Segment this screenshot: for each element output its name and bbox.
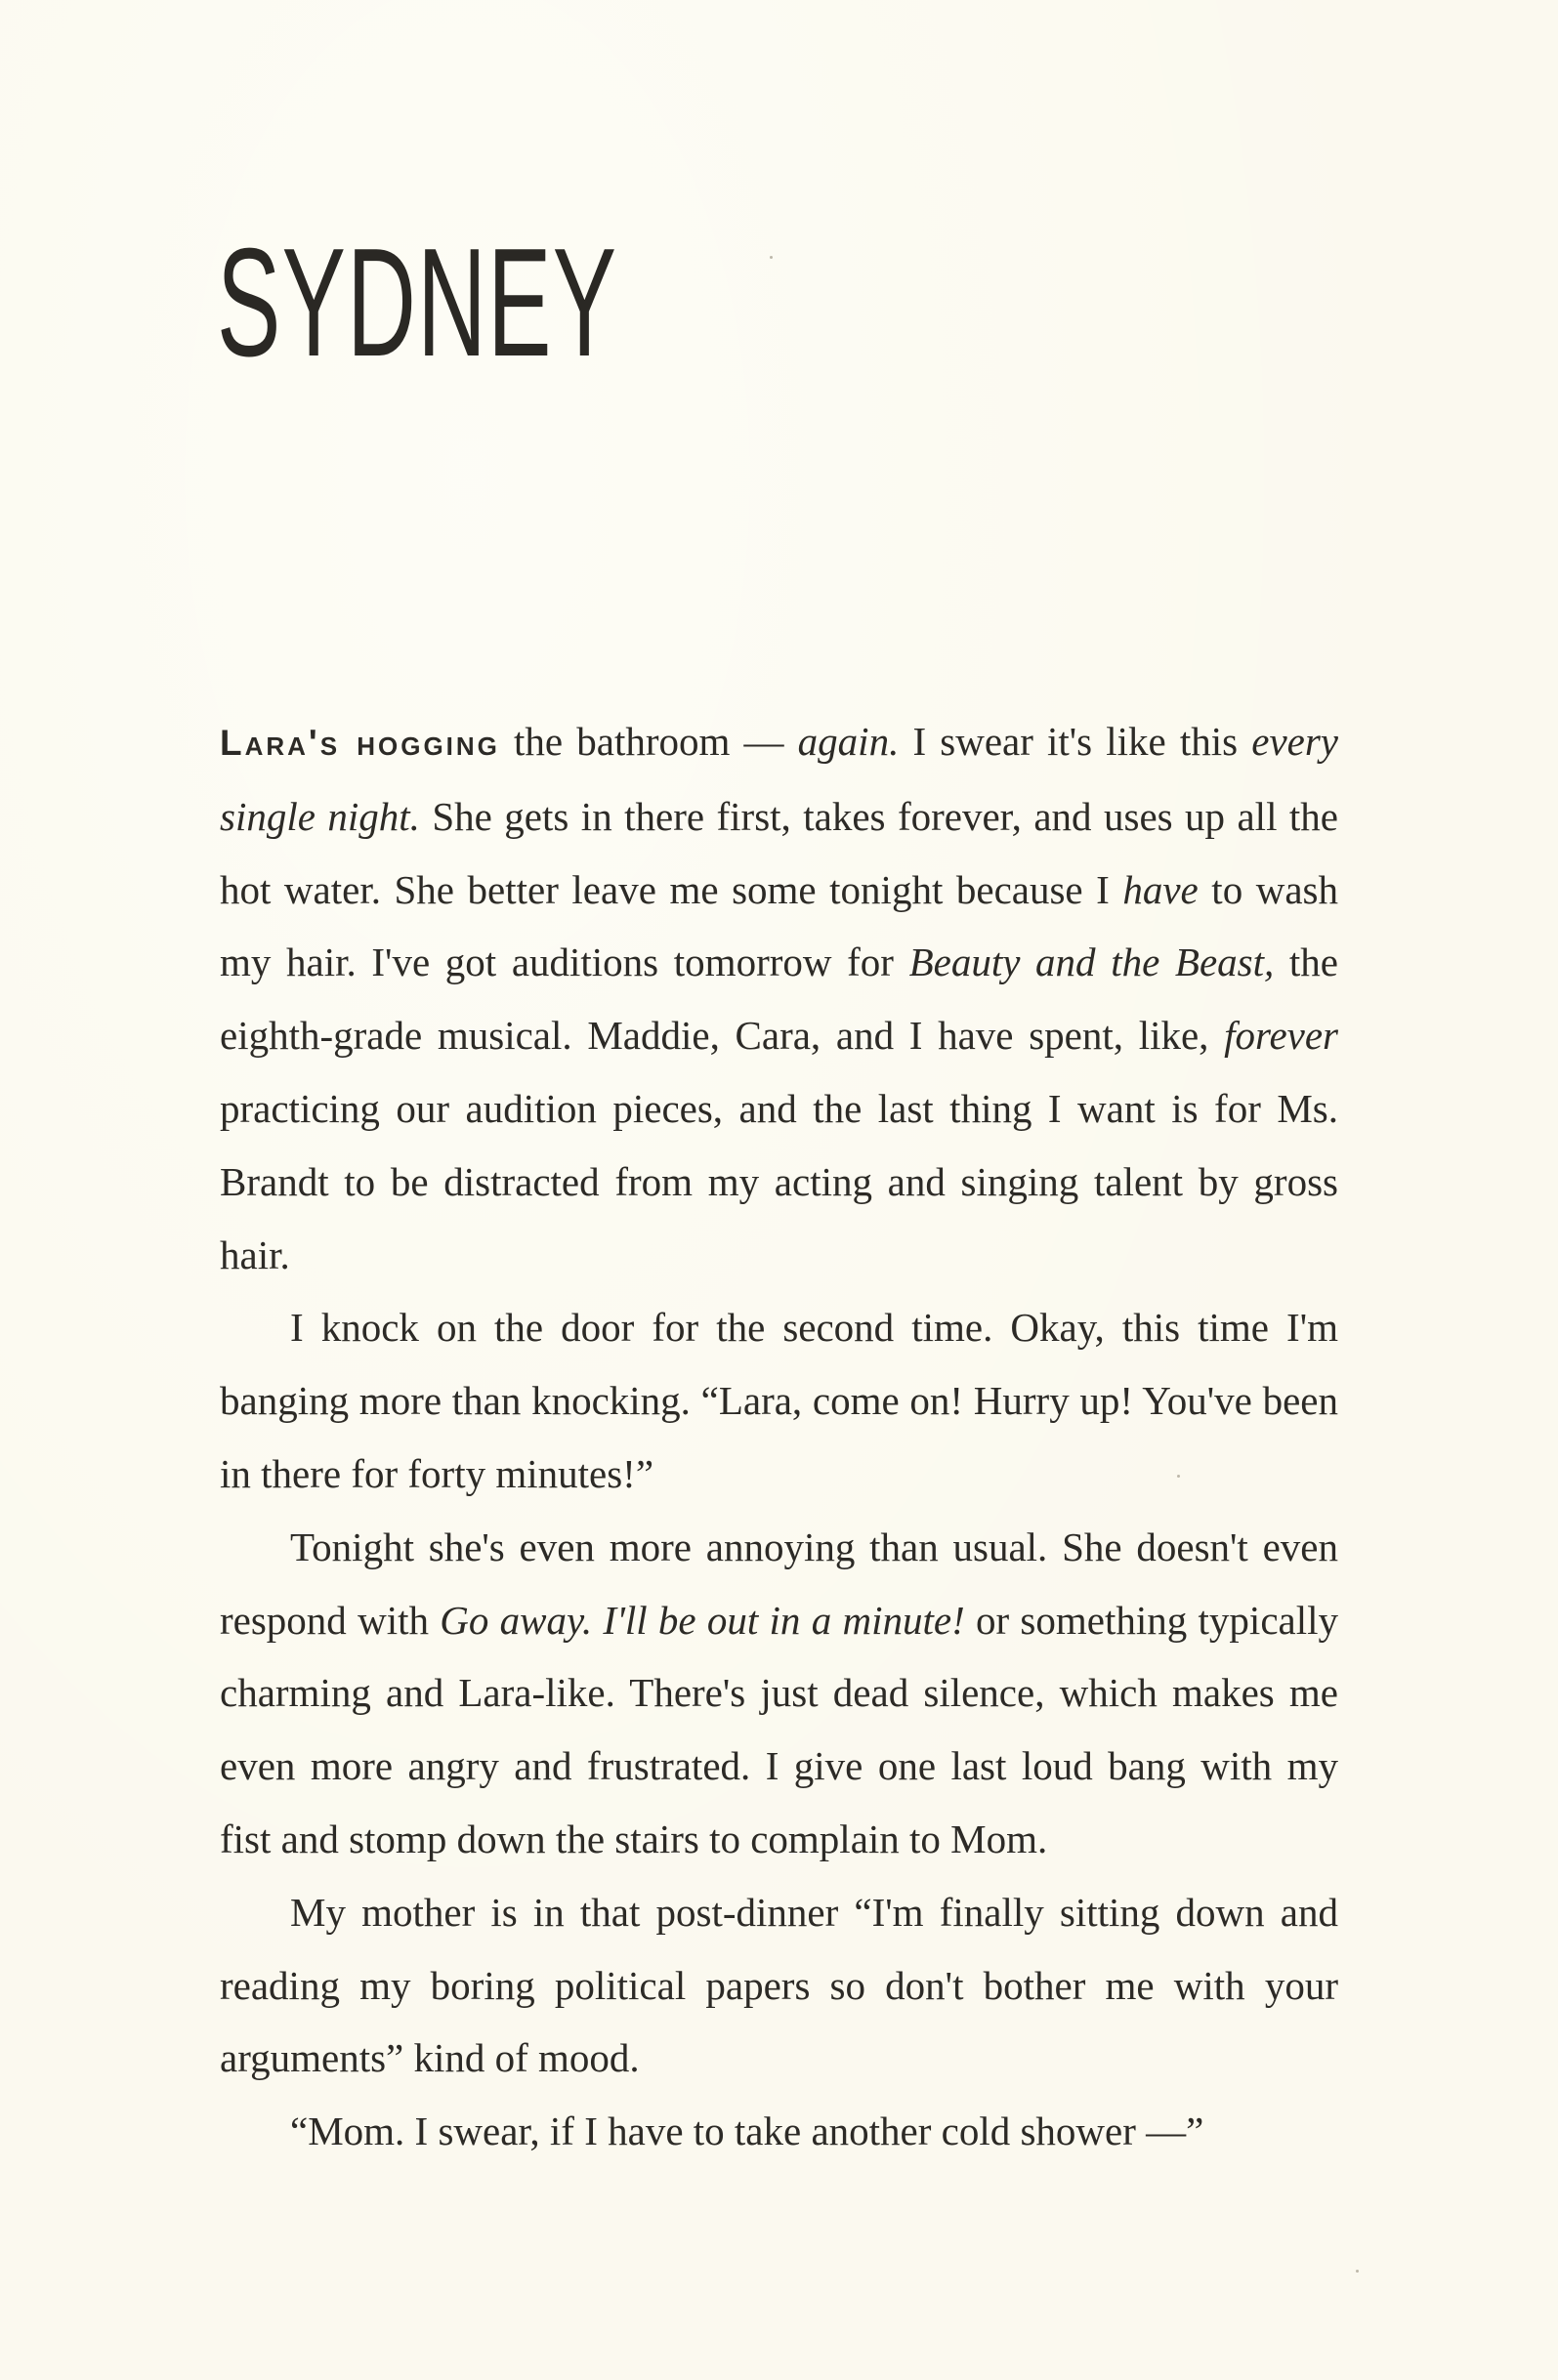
chapter-lead-in: Lara's hogging (220, 723, 500, 763)
text-run: “Mom. I swear, if I have to take another cold shower —” (290, 2109, 1204, 2154)
paragraph (220, 1511, 1338, 1876)
italic-text: forever (1224, 1013, 1338, 1059)
text-run: practicing our audition pieces, and the last thing I want is for Ms. Brandt to be distracted from my acting and singing talent by gross hair. (220, 1085, 1338, 1277)
text-run: My mother is in that post-dinner “I'm finally sitting down and reading my boring political papers so don't bother me with your arguments” kind of mood. (220, 1889, 1338, 2081)
italic-text: have (1122, 866, 1199, 912)
paragraph (220, 2095, 1338, 2168)
italic-text: Beauty and the Beast, (908, 939, 1275, 985)
text-run: the bathroom — (499, 719, 798, 764)
chapter-body (220, 705, 1338, 2168)
paragraph (220, 1291, 1338, 1510)
paragraph (220, 705, 1338, 1291)
text-run: or something typically charming and Lara-like. There's just dead silence, which makes me even more angry and frustrated. I give one last loud bang with my fist and stomp down the stairs to complain to Mom. (220, 1597, 1338, 1861)
italic-text: every single night. (220, 719, 1338, 839)
paper-speck (770, 256, 773, 259)
text-run: She gets in there first, takes forever, and uses up all the hot water. She better leave me some tonight because I (220, 793, 1338, 912)
italic-text: Go away. I'll be out in a minute! (440, 1597, 965, 1643)
text-run: Tonight she's even more annoying than usual. She doesn't even respond with (220, 1524, 1338, 1643)
text-run: I knock on the door for the second time. Okay, this time I'm banging more than knocking. “Lara, come on! Hurry up! You've been in there for forty minutes!” (220, 1305, 1338, 1496)
italic-text: again. (797, 719, 900, 764)
text-run: the eighth-grade musical. Maddie, Cara, and I have spent, like, (220, 939, 1338, 1059)
paper-speck (1356, 2270, 1359, 2273)
text-run: I swear it's like this (899, 719, 1252, 764)
paper-speck (1177, 1475, 1180, 1478)
paragraph (220, 1876, 1338, 2095)
text-run: to wash my hair. I've got auditions tomorrow for (220, 866, 1338, 985)
chapter-title: SYDNEY (217, 217, 618, 389)
